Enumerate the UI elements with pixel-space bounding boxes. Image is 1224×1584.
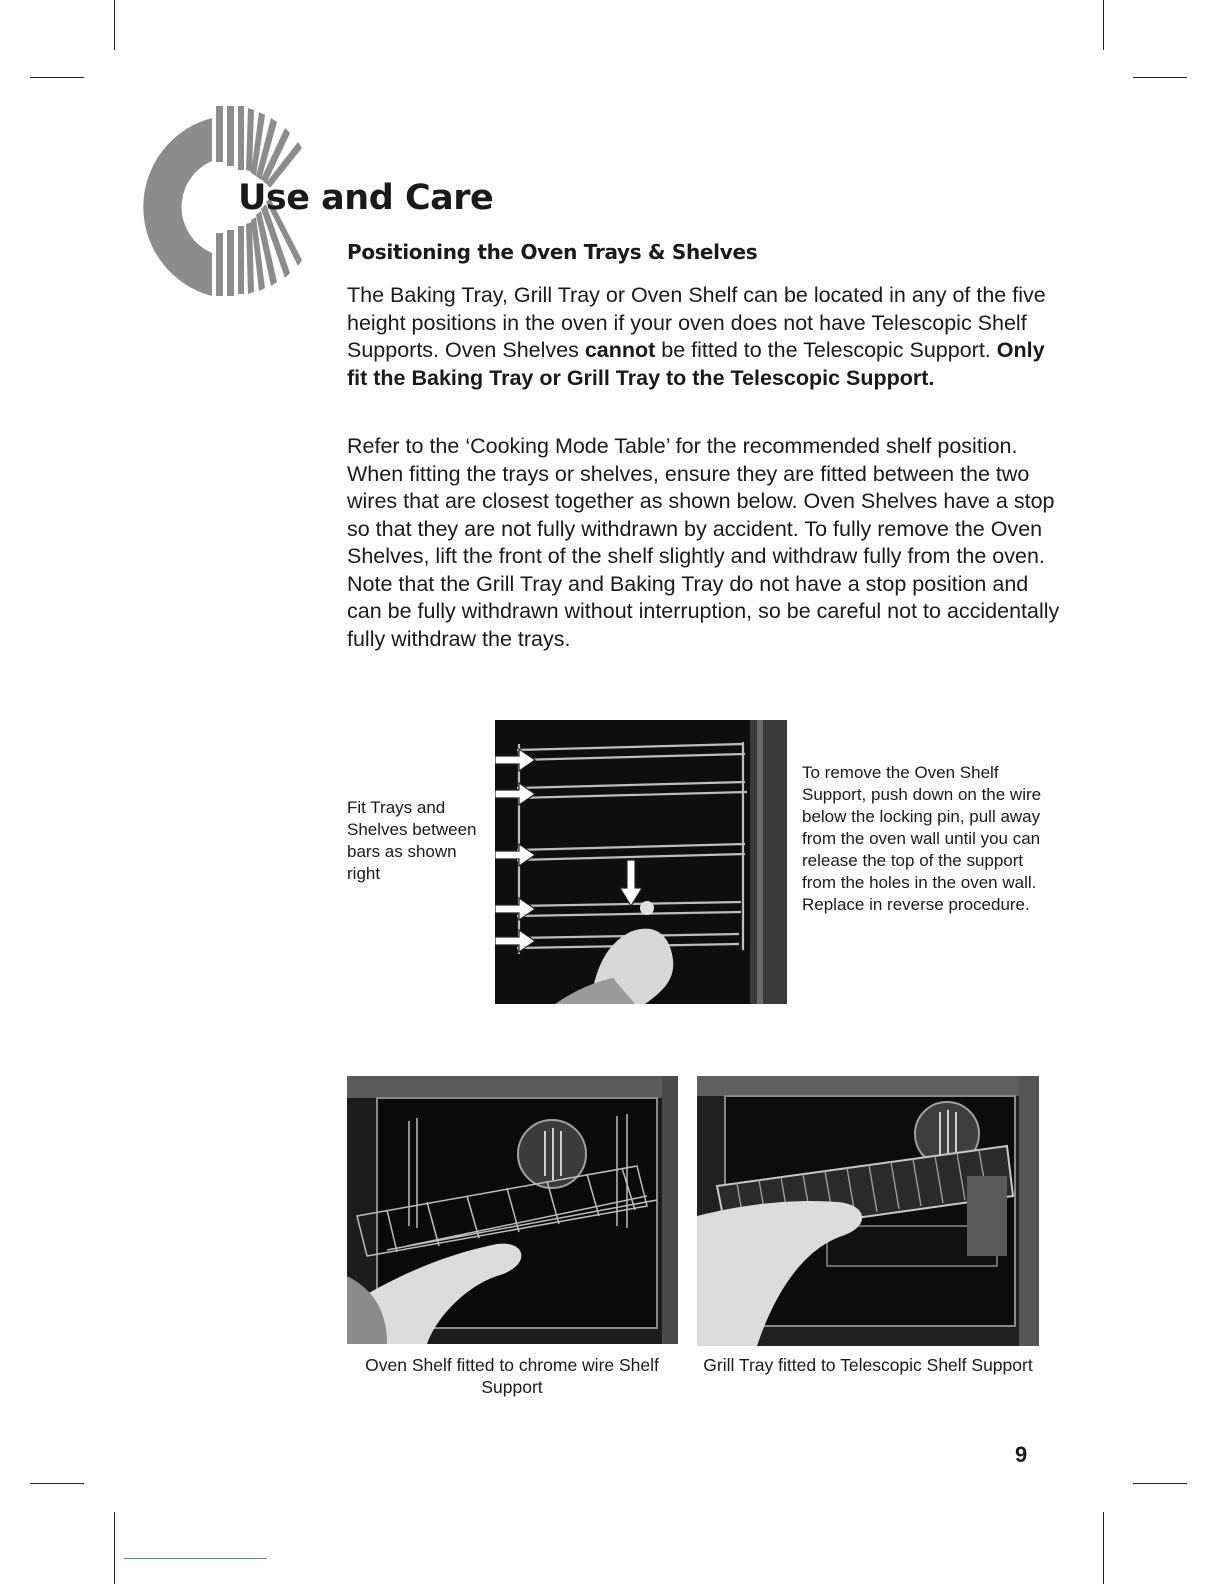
crop-mark	[30, 1483, 84, 1484]
crop-mark	[1133, 77, 1187, 78]
footer-divider	[124, 1558, 267, 1559]
intro-bold-cannot: cannot	[584, 338, 656, 362]
subsection-title: Positioning the Oven Trays & Shelves	[347, 240, 758, 264]
crop-mark	[30, 77, 84, 78]
remove-support-caption: To remove the Oven Shelf Support, push down on the wire below the locking pin, pull away from the oven wall until you can release the top of the support from the holes in the oven wall. Replace in reverse procedure.	[802, 763, 1042, 914]
shelf-support-photo	[495, 720, 787, 1004]
intro-text: be fitted to the Telescopic Support.	[655, 338, 997, 362]
grill-tray-photo	[697, 1076, 1039, 1346]
grill-tray-caption: Grill Tray fitted to Telescopic Shelf Support	[703, 1355, 1033, 1375]
intro-bold-warning: Only fit the Baking Tray or Grill Tray to the Telescopic Support.	[347, 338, 1045, 390]
intro-text: The Baking Tray, Grill Tray or Oven Shelf can be located in any of the five height positions in the oven if your oven does not have Telescopic Shelf Supports. Oven Shelves	[347, 283, 1046, 362]
page-number: 9	[1015, 1442, 1028, 1467]
section-title: Use and Care	[238, 178, 494, 218]
oven-shelf-caption: Oven Shelf fitted to chrome wire Shelf Support	[365, 1355, 659, 1397]
fit-trays-caption: Fit Trays and Shelves between bars as shown right	[347, 798, 477, 883]
crop-mark	[114, 0, 115, 50]
crop-mark	[114, 1512, 115, 1584]
instructions-paragraph: Refer to the ‘Cooking Mode Table’ for the recommended shelf position. When fitting the trays or shelves, ensure they are fitted between the two wires that are closest together as shown below. Oven Shelves have a stop so that they are not fully withdrawn by accident. To fully remove the Oven Shelves, lift the front of the shelf slightly and withdraw fully from the oven. Note that the Grill Tray and Baking Tray do not have a stop position and can be fully withdrawn without interruption, so be careful not to accidentally fully withdraw the trays.	[347, 434, 1060, 651]
crop-mark	[1133, 1483, 1187, 1484]
crop-mark	[1103, 1512, 1104, 1584]
crop-mark	[1103, 0, 1104, 50]
intro-paragraph	[347, 282, 1067, 392]
oven-shelf-photo	[347, 1076, 678, 1344]
